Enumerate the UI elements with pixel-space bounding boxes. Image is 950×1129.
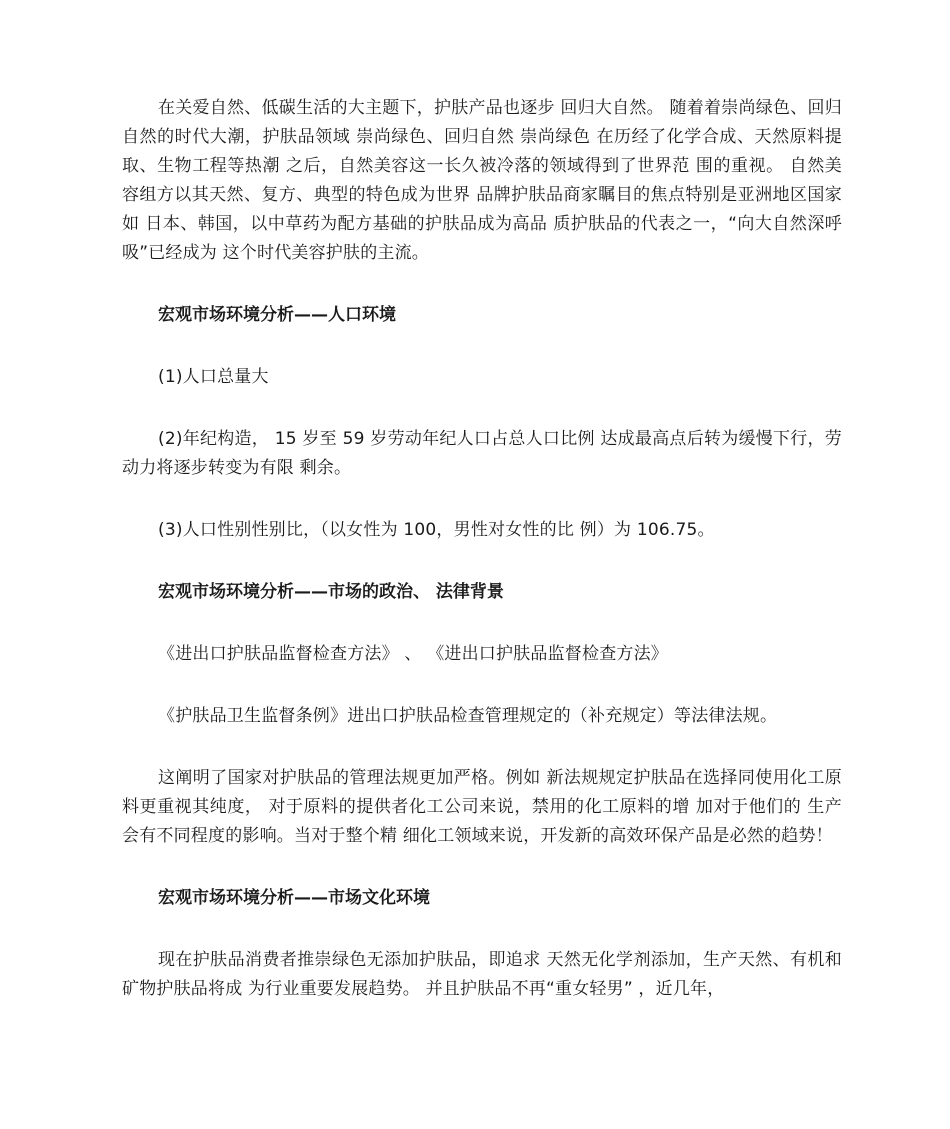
spacer <box>122 392 842 425</box>
spacer <box>122 268 842 301</box>
law-explanation-paragraph: 这阐明了国家对护肤品的管理法规更加严格。例如 新法规规定护肤品在选择同使用化工原料更重视其纯度， 对于原料的提供者化工公司来说，禁用的化工原料的增 加对于他们的 生产会有不同程度的影响。当对于整个精 细化工领域来说，开发新的高效环保产品是必然的趋势！ <box>122 768 842 846</box>
section-heading-politics-law: 宏观市场环境分析——市场的政治、 法律背景 <box>158 582 504 602</box>
document-page <box>122 94 842 1004</box>
spacer <box>122 607 842 640</box>
spacer <box>122 851 842 884</box>
law-list-1: 《进出口护肤品监督检查方法》 、 《进出口护肤品监督检查方法》 <box>158 644 669 664</box>
section-heading-population: 宏观市场环境分析——人口环境 <box>158 305 396 325</box>
spacer <box>122 545 842 578</box>
intro-paragraph: 在关爱自然、低碳生活的大主题下，护肤产品也逐步 回归大自然。 随着着崇尚绿色、回归自然的时代大潮，护肤品领域 崇尚绿色、回归自然 崇尚绿色 在历经了化学合成、天然原料提取、生物工程等热潮 之后，自然美容这一长久被冷落的领域得到了世界范 围的重视。 自然美容组方以其天然、复方、典型的特色成为世界 品牌护肤品商家瞩目的焦点特别是亚洲地区国家如 日本、韩国，以中草药为配方基础的护肤品成为高品 质护肤品的代表之一，“向大自然深呼吸”已经成为 这个时代美容护肤的主流。 <box>122 98 842 263</box>
spacer <box>122 483 842 516</box>
spacer <box>122 731 842 764</box>
spacer <box>122 330 842 363</box>
culture-paragraph: 现在护肤品消费者推崇绿色无添加护肤品，即追求 天然无化学剂添加，生产天然、有机和矿物护肤品将成 为行业重要发展趋势。 并且护肤品不再“重女轻男” ，近几年， <box>122 950 842 999</box>
population-item-1: (1)人口总量大 <box>158 367 269 387</box>
law-list-2: 《护肤品卫生监督条例》进出口护肤品检查管理规定的（补充规定）等法律法规。 <box>158 706 778 726</box>
spacer <box>122 913 842 946</box>
population-item-2: (2)年纪构造， 15 岁至 59 岁劳动年纪人口占总人口比例 达成最高点后转为缓慢下行，劳动力将逐步转变为有限 剩余。 <box>122 429 842 478</box>
spacer <box>122 669 842 702</box>
section-heading-culture: 宏观市场环境分析——市场文化环境 <box>158 888 430 908</box>
population-item-3: (3)人口性别性别比，（以女性为 100，男性对女性的比 例）为 106.75。 <box>158 520 715 540</box>
